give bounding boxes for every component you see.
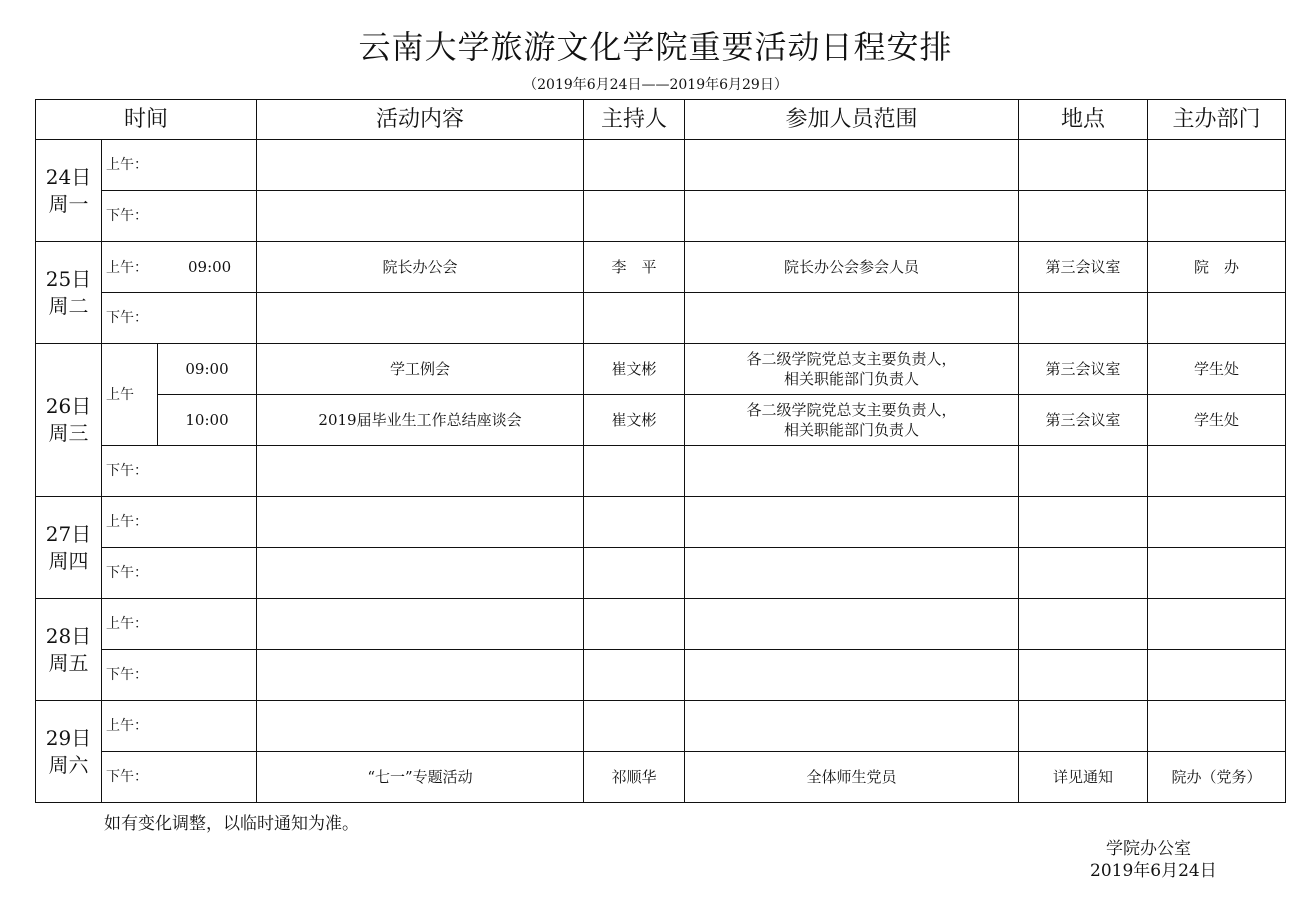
- event-location: 第三会议室: [1019, 344, 1148, 395]
- event-host: 崔文彬: [584, 344, 685, 395]
- am-label: 上午： 09:00: [102, 242, 257, 293]
- am-label: 上午：: [102, 140, 257, 191]
- event-content: “七一”专题活动: [257, 752, 584, 803]
- event-location: 第三会议室: [1019, 395, 1148, 446]
- table-row: [36, 752, 1286, 803]
- event-time: 10:00: [158, 395, 257, 446]
- table-row: [36, 548, 1286, 599]
- pm-label: 下午：: [102, 650, 257, 701]
- event-organizer: 院办（党务）: [1148, 752, 1286, 803]
- event-content: 院长办公会: [257, 242, 584, 293]
- table-row: [36, 293, 1286, 344]
- day-cell-26: 26日 周三: [36, 344, 102, 497]
- table-row: [36, 599, 1286, 650]
- header-row: [36, 100, 1286, 140]
- pm-label: 下午：: [102, 752, 257, 803]
- footer-note: 如有变化调整，以临时通知为准。: [104, 814, 359, 834]
- pm-label: 下午：: [102, 548, 257, 599]
- day-cell-24: 24日 周一: [36, 140, 102, 242]
- day-cell-27: 27日 周四: [36, 497, 102, 599]
- am-label: 上午：: [102, 599, 257, 650]
- pm-label: 下午：: [102, 191, 257, 242]
- event-time: 09:00: [158, 344, 257, 395]
- table-row: [36, 242, 1286, 293]
- issue-date: 2019年6月24日: [1090, 861, 1217, 881]
- event-location: 第三会议室: [1019, 242, 1148, 293]
- table-row: [36, 497, 1286, 548]
- table-row: [36, 650, 1286, 701]
- day-cell-25: 25日 周二: [36, 242, 102, 344]
- event-location: 详见通知: [1019, 752, 1148, 803]
- event-host: 崔文彬: [584, 395, 685, 446]
- table-row: [36, 446, 1286, 497]
- header-time: 时间: [36, 100, 257, 140]
- header-organizer: 主办部门: [1148, 100, 1286, 140]
- date-range-subtitle: （2019年6月24日——2019年6月29日）: [523, 77, 788, 93]
- event-participants: 院长办公会参会人员: [685, 242, 1019, 293]
- table-row: [36, 395, 1286, 446]
- header-participants: 参加人员范围: [685, 100, 1019, 140]
- table-row: [36, 344, 1286, 395]
- am-label: 上午: [102, 344, 158, 446]
- page-title: 云南大学旅游文化学院重要活动日程安排: [358, 28, 953, 66]
- event-time: 09:00: [188, 257, 232, 276]
- event-host: 李 平: [584, 242, 685, 293]
- header-location: 地点: [1019, 100, 1148, 140]
- table-row: [36, 191, 1286, 242]
- event-organizer: 学生处: [1148, 395, 1286, 446]
- day-cell-28: 28日 周五: [36, 599, 102, 701]
- am-label: 上午：: [102, 497, 257, 548]
- table-row: [36, 140, 1286, 191]
- event-participants: 各二级学院党总支主要负责人， 相关职能部门负责人: [685, 395, 1019, 446]
- pm-label: 下午：: [102, 446, 257, 497]
- schedule-table: [35, 99, 1286, 803]
- event-participants: 全体师生党员: [685, 752, 1019, 803]
- event-participants: 各二级学院党总支主要负责人， 相关职能部门负责人: [685, 344, 1019, 395]
- am-label: 上午：: [102, 701, 257, 752]
- table-row: [36, 701, 1286, 752]
- pm-label: 下午：: [102, 293, 257, 344]
- event-organizer: 学生处: [1148, 344, 1286, 395]
- event-content: 学工例会: [257, 344, 584, 395]
- header-host: 主持人: [584, 100, 685, 140]
- event-content: 2019届毕业生工作总结座谈会: [257, 395, 584, 446]
- event-organizer: 院 办: [1148, 242, 1286, 293]
- event-host: 祁顺华: [584, 752, 685, 803]
- header-content: 活动内容: [257, 100, 584, 140]
- issuing-office: 学院办公室: [1106, 839, 1191, 859]
- day-cell-29: 29日 周六: [36, 701, 102, 803]
